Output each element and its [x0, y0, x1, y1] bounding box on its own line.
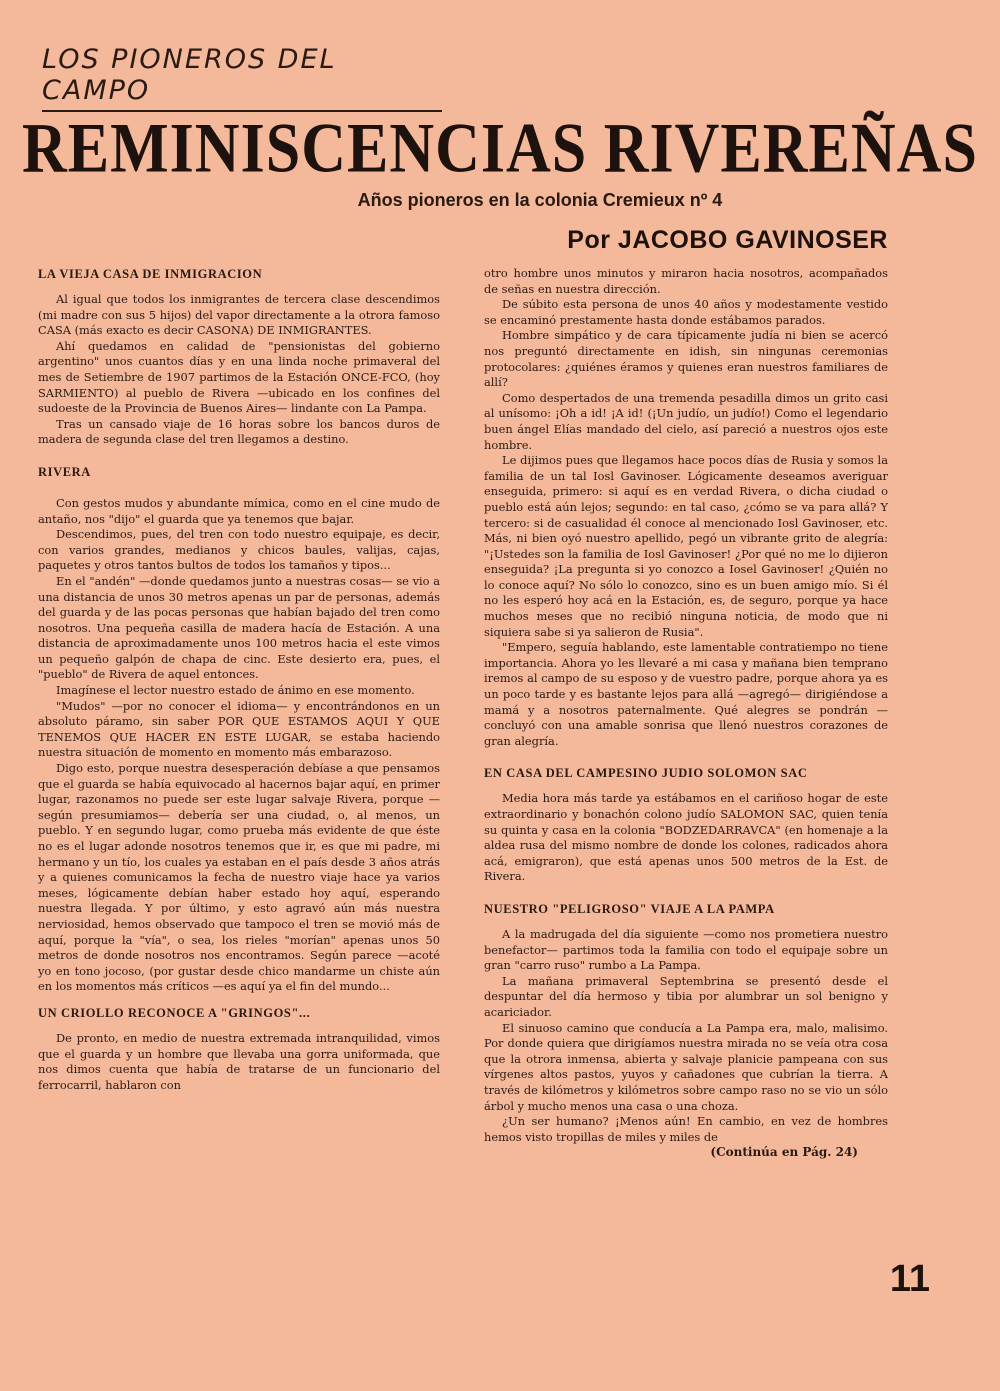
article-byline: Por JACOBO GAVINOSER	[567, 226, 888, 254]
paragraph: Tras un cansado viaje de 16 horas sobre los bancos duros de madera de segunda clase del tren llegamos a destino.	[38, 416, 440, 447]
paragraph: Digo esto, porque nuestra desesperación debíase a que pensamos que el guarda se había equivocado al hacernos bajar aquí, en primer lugar, razonamos no puede ser este lugar salvaje Rivera, porque —según presumiamos— debería ser una ciudad, o, al menos, un pueblo. Y en segundo lugar, como prueba más evidente de que éste no es el lugar adonde nosotros tenemos que ir, es que mi padre, mi hermano y un tío, los cuales ya estaban en el país desde 3 años atrás y a quienes comunicamos la fecha de nuestro viaje hace ya varios meses, lógicamente debían haber estado hoy aquí, esperando nuestra llegada. Y por último, y esto agravó aún más nuestra nerviosidad, hemos observado que tampoco el tren se movió más de aquí, porque la "vía", o sea, los rieles "morían" apenas unos 50 metros de donde nosotros nos encontramos. Según parece —acoté yo en tono jocoso, (por gustar desde chico mandarme un chiste aún en los momentos más críticos —es aquí ya el fin del mundo...	[38, 761, 440, 994]
paragraph: Descendimos, pues, del tren con todo nuestro equipaje, es decir, con varios grandes, medianos y chicos baules, valijas, cajas, paquetes y otros tantos bultos de todos los tamaños y tipos...	[38, 527, 440, 573]
subheading: LA VIEJA CASA DE INMIGRACION	[38, 267, 263, 281]
subheading: NUESTRO "PELIGROSO" VIAJE A LA PAMPA	[484, 901, 775, 916]
paragraph: En el "andén" —donde quedamos junto a nuestras cosas— se vio a una distancia de unos 30 metros apenas un par de personas, además del guarda y de las pocas personas que habían bajado del tren como nosotros. Una pequeña casilla de madera hacía de Estación. A una distancia de aproximadamente unos 100 metros hacia el este vimos un pequeño galpón de chapa de cinc. Este desierto era, pues, el "pueblo" de Rivera de aquel entonces.	[38, 573, 440, 682]
article-subtitle: Años pioneros en la colonia Cremieux nº 4	[357, 190, 723, 210]
section-tag: LOS PIONEROS DEL CAMPO	[42, 44, 442, 112]
paragraph: A la madrugada del día siguiente —como nos prometiera nuestro benefactor— partimos toda la familia con todo el equipaje sobre un gran "carro ruso" rumbo a La Pampa.	[484, 926, 888, 973]
paragraph: Con gestos mudos y abundante mímica, como en el cine mudo de antaño, nos "dijo" el guarda que ya tenemos que bajar.	[38, 495, 440, 526]
right-column	[484, 266, 888, 1161]
paragraph: "Mudos" —por no conocer el idioma— y encontrándonos en un absoluto páramo, sin saber POR QUE ESTAMOS AQUI Y QUE TENEMOS QUE HACER EN ESTE LUGAR, se estaba haciendo nuestra situación de momento en momento más embarazoso.	[38, 698, 440, 760]
paragraph: De pronto, en medio de nuestra extremada intranquilidad, vimos que el guarda y un hombre que llevaba una gorra uniformada, que nos dimos cuenta que había de tratarse de un funcionario del ferrocarril, hablaron con	[38, 1030, 440, 1092]
paragraph: ¿Un ser humano? ¡Menos aún! En cambio, en vez de hombres hemos visto tropillas de miles y miles de	[484, 1114, 888, 1144]
article-headline: REMINISCENCIAS RIVEREÑAS	[22, 109, 978, 188]
paragraph: El sinuoso camino que conducía a La Pampa era, malo, malisimo. Por donde quiera que dirigíamos nuestra mirada no se veía otra cosa que la otrora inmensa, abierta y salvaje planicie pampeana con sus vírgenes altos pastos, yuyos y cañadones que cubrían la tierra. A través de kilómetros y kilómetros sobre campo raso no se vio un sólo árbol y mucho menos una casa o una choza.	[484, 1020, 888, 1113]
subheading: RIVERA	[38, 464, 91, 479]
subheading: UN CRIOLLO RECONOCE A "GRINGOS"...	[38, 1005, 311, 1020]
page-number: 11	[889, 1258, 930, 1300]
continued-note: (Continúa en Pág. 24)	[710, 1145, 858, 1160]
paragraph: "Empero, seguía hablando, este lamentable contratiempo no tiene importancia. Ahora yo les llevaré a mi casa y mañana bien temprano iremos al campo de su esposo y de vuestro padre, porque ahora ya es un poco tarde y es bastante lejos para allá —agregó— dirigiéndose a mamá y a nosotros paternalmente. Qué alegres se pondrán —concluyó con una amable sonrisa que llenó nuestros corazones de gran alegría.	[484, 640, 888, 748]
subheading: EN CASA DEL CAMPESINO JUDIO SOLOMON SAC	[484, 766, 808, 781]
paragraph: Hombre simpático y de cara típicamente judía ni bien se acercó nos preguntó directamente en idish, sin ningunas ceremonias protocolares: ¿quiénes éramos y quienes eran nuestros familiares de allí?	[484, 328, 888, 390]
paragraph: Al igual que todos los inmigrantes de tercera clase descendimos (mi madre con sus 5 hijos) del vapor directamente a la otrora famoso CASA (más exacto es decir CASONA) DE INMIGRANTES.	[38, 292, 440, 338]
paragraph: otro hombre unos minutos y miraron hacia nosotros, acompañados de señas en nuestra dirección.	[484, 266, 888, 296]
paragraph: Le dijimos pues que llegamos hace pocos días de Rusia y somos la familia de un tal Iosl Gavinoser. Lógicamente deseamos averiguar enseguida, primero: si aquí es en verdad Rivera, o dicha ciudad o pueblo está aún lejos; segundo: en tal caso, ¿cómo se va para allá? Y tercero: si de casualidad él conoce al mencionado Iosl Gavinoser, etc. Más, ni bien oyó nuestro apellido, pegó un vibrante grito de alegría: "¡Ustedes son la familia de Iosl Gavinoser! ¿Por qué no me lo dijieron enseguida? ¡La pregunta si yo conozco a Iosel Gavinoser! ¿Quién no lo conoce aquí? No sólo lo conozco, sino es un buen amigo mío. Si él no les esperó hoy acá en la Estación, es, de seguro, porque ya hace muchos meses que no recibió ninguna noticia, de modo que ni siquiera sabe si ya salieron de Rusia".	[484, 453, 888, 639]
left-column	[38, 266, 440, 1093]
paragraph: Imagínese el lector nuestro estado de ánimo en ese momento.	[56, 683, 415, 698]
paragraph: Como despertados de una tremenda pesadilla dimos un grito casi al unísomo: ¡Oh a id! ¡A id! (¡Un judío, un judío!) Como el legendario buen ángel Elías mandado del cielo, así pareció a nuestros ojos este hombre.	[484, 390, 888, 452]
paragraph: La mañana primaveral Septembrina se presentó desde el despuntar del día hermoso y tibia por alumbrar un sol benigno y acariciador.	[484, 973, 888, 1019]
paragraph: Ahí quedamos en calidad de "pensionistas del gobierno argentino" unos cuantos días y en una linda noche primaveral del mes de Setiembre de 1907 partimos de la Estación ONCE-FCO, (hoy SARMIENTO) al pueblo de Rivera —ubicado en los confines del sudoeste de la Provincia de Buenos Aires— lindante con La Pampa.	[38, 338, 440, 416]
paragraph: De súbito esta persona de unos 40 años y modestamente vestido se encaminó prestamente hasta donde estábamos parados.	[484, 297, 888, 327]
paragraph: Media hora más tarde ya estábamos en el cariñoso hogar de este extraordinario y bonachón colono judío SALOMON SAC, quien tenía su quinta y casa en la colonia "BODZEDARRAVCA" (en homenaje a la aldea rusa del mismo nombre de donde los colones, radicados ahora acá, emigraron), que está apenas unos 500 metros de la Est. de Rivera.	[484, 791, 888, 884]
